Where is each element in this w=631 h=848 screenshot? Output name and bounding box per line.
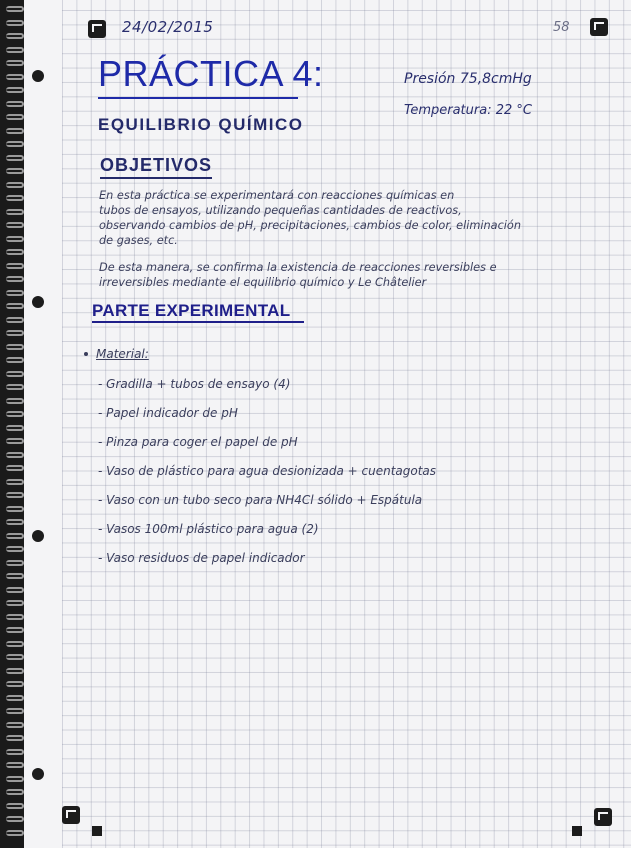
spiral-coil [6,708,24,714]
spiral-coil [6,492,24,498]
spiral-coil [6,263,24,269]
spiral-coil [6,60,24,66]
spiral-coil [6,6,24,12]
material-item: - Papel indicador de pH [98,406,238,420]
spiral-coil [6,209,24,215]
spiral-coil [6,816,24,822]
spiral-coil [6,519,24,525]
spiral-coil [6,803,24,809]
spiral-coil [6,533,24,539]
corner-marker-icon [590,18,608,36]
pressure-note: Presión 75,8cmHg [404,71,532,87]
spiral-coil [6,114,24,120]
spiral-coil [6,398,24,404]
spiral-coil [6,789,24,795]
spiral-coil [6,479,24,485]
binder-hole [32,70,44,82]
spiral-coil [6,681,24,687]
material-item: - Vaso residuos de papel indicador [98,551,305,565]
corner-square-icon [572,826,582,836]
spiral-coil [6,506,24,512]
spiral-coil [6,317,24,323]
spiral-coil [6,222,24,228]
spiral-coil [6,87,24,93]
spiral-coil [6,303,24,309]
spiral-coil [6,641,24,647]
spiral-coil [6,330,24,336]
parte-experimental-underline [92,321,304,323]
spiral-coil [6,195,24,201]
spiral-coil [6,668,24,674]
corner-marker-icon [88,20,106,38]
spiral-coil [6,722,24,728]
objetivos-line: observando cambios de pH, precipitaciones, cambios de color, eliminación [99,219,522,232]
material-item: - Vasos 100ml plástico para agua (2) [98,522,319,536]
corner-marker-icon [62,806,80,824]
spiral-coil [6,357,24,363]
material-item: - Vaso con un tubo seco para NH4Cl sólido + Espátula [98,493,423,507]
objetivos-line: irreversibles mediante el equilibrio químico y Le Châtelier [99,276,427,289]
spiral-coil [6,587,24,593]
spiral-coil [6,600,24,606]
corner-square-icon [92,826,102,836]
material-label: Material: [96,347,149,361]
spiral-coil [6,411,24,417]
spiral-binding [0,0,24,848]
spiral-coil [6,546,24,552]
binder-hole [32,530,44,542]
objetivos-heading: OBJETIVOS [100,155,213,175]
left-margin [24,0,62,848]
spiral-coil [6,168,24,174]
spiral-coil [6,33,24,39]
material-item: - Pinza para coger el papel de pH [98,435,298,449]
objetivos-line: De esta manera, se confirma la existencia de reacciones reversibles e [99,261,497,274]
binder-hole [32,296,44,308]
parte-experimental-heading: PARTE EXPERIMENTAL [92,301,291,320]
spiral-coil [6,452,24,458]
spiral-coil [6,182,24,188]
page-title: PRÁCTICA 4: [98,53,324,94]
spiral-coil [6,155,24,161]
binder-hole [32,768,44,780]
spiral-coil [6,141,24,147]
objetivos-underline [100,177,212,179]
spiral-coil [6,425,24,431]
spiral-coil [6,614,24,620]
page-subtitle: EQUILIBRIO QUÍMICO [98,115,304,134]
spiral-coil [6,249,24,255]
spiral-coil [6,236,24,242]
spiral-coil [6,438,24,444]
material-item: - Gradilla + tubos de ensayo (4) [98,377,291,391]
spiral-coil [6,128,24,134]
corner-marker-icon [594,808,612,826]
title-underline [98,97,298,99]
spiral-coil [6,20,24,26]
spiral-coil [6,560,24,566]
spiral-coil [6,749,24,755]
bullet-icon [84,352,88,356]
page-date: 24/02/2015 [122,18,214,36]
spiral-coil [6,573,24,579]
objetivos-line: tubos de ensayos, utilizando pequeñas cantidades de reactivos, [99,204,462,217]
spiral-coil [6,627,24,633]
spiral-coil [6,776,24,782]
objetivos-line: de gases, etc. [99,234,178,247]
objetivos-line: En esta práctica se experimentará con reacciones químicas en [99,189,455,202]
spiral-coil [6,695,24,701]
page-number: 58 [553,20,570,35]
spiral-coil [6,371,24,377]
spiral-coil [6,384,24,390]
spiral-coil [6,290,24,296]
temperature-note: Temperatura: 22 °C [404,103,532,118]
material-item: - Vaso de plástico para agua desionizada + cuentagotas [98,464,437,478]
spiral-coil [6,735,24,741]
spiral-coil [6,830,24,836]
spiral-coil [6,344,24,350]
spiral-coil [6,276,24,282]
spiral-coil [6,74,24,80]
spiral-coil [6,762,24,768]
spiral-coil [6,654,24,660]
spiral-coil [6,465,24,471]
spiral-coil [6,101,24,107]
spiral-coil [6,47,24,53]
